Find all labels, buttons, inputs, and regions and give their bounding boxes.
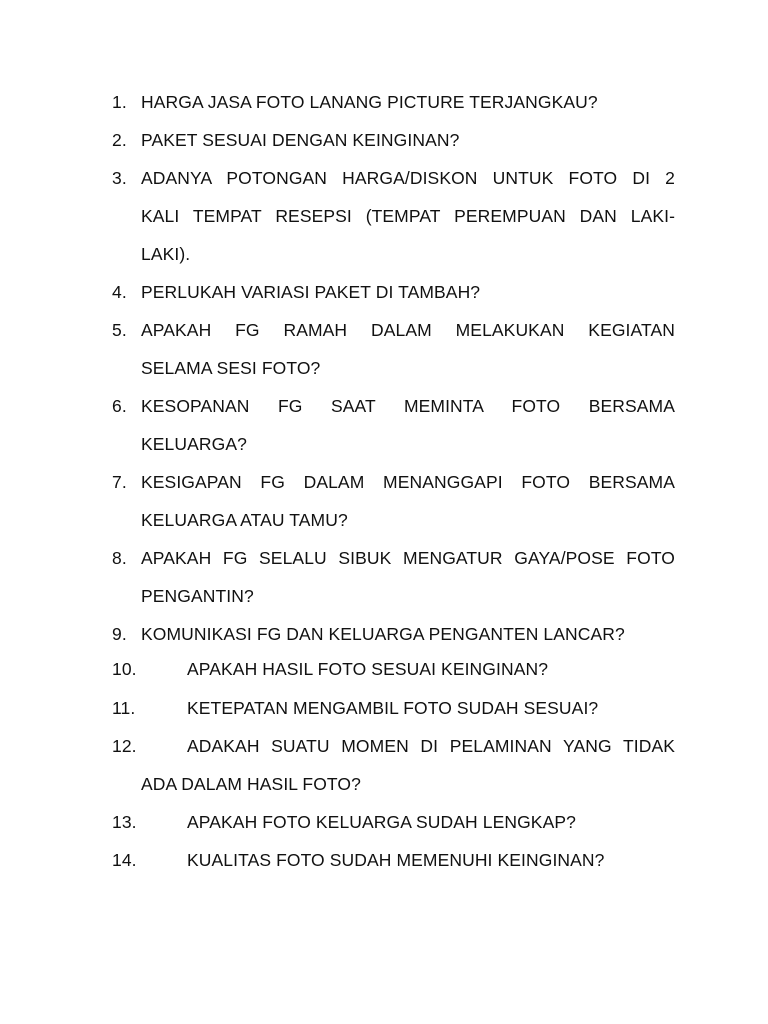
item-text: APAKAH FOTO KELUARGA SUDAH LENGKAP? bbox=[187, 812, 576, 832]
item-text: PENGANTIN? bbox=[141, 586, 254, 606]
item-number: 13. bbox=[112, 812, 137, 832]
item-text: KESOPANAN FG SAAT MEMINTA FOTO BERSAMA bbox=[141, 396, 675, 416]
item-number: 3. bbox=[112, 168, 127, 188]
item-number: 11. bbox=[112, 698, 136, 718]
item-text: ADAKAH SUATU MOMEN DI PELAMINAN YANG TIDAK bbox=[187, 736, 675, 756]
item-text: ADANYA POTONGAN HARGA/DISKON UNTUK FOTO DI 2 bbox=[141, 168, 675, 188]
item-text: KELUARGA ATAU TAMU? bbox=[141, 510, 348, 530]
item-text: PAKET SESUAI DENGAN KEINGINAN? bbox=[141, 130, 460, 150]
item-text: APAKAH HASIL FOTO SESUAI KEINGINAN? bbox=[187, 659, 549, 679]
item-text: ADA DALAM HASIL FOTO? bbox=[141, 774, 361, 794]
item-number: 14. bbox=[112, 850, 137, 870]
item-number: 2. bbox=[112, 130, 127, 150]
item-text: PERLUKAH VARIASI PAKET DI TAMBAH? bbox=[141, 282, 481, 302]
item-number: 5. bbox=[112, 320, 127, 340]
item-number: 8. bbox=[112, 548, 127, 568]
item-text: LAKI). bbox=[141, 244, 191, 264]
item-text: KETEPATAN MENGAMBIL FOTO SUDAH SESUAI? bbox=[187, 698, 599, 718]
item-text: APAKAH FG RAMAH DALAM MELAKUKAN KEGIATAN bbox=[141, 320, 675, 340]
item-text: APAKAH FG SELALU SIBUK MENGATUR GAYA/POSE FOTO bbox=[141, 548, 675, 568]
item-number: 12. bbox=[112, 736, 137, 756]
item-number: 6. bbox=[112, 396, 127, 416]
item-text: HARGA JASA FOTO LANANG PICTURE TERJANGKAU? bbox=[141, 92, 598, 112]
item-number: 1. bbox=[112, 92, 127, 112]
item-text: KELUARGA? bbox=[141, 434, 247, 454]
item-text: KESIGAPAN FG DALAM MENANGGAPI FOTO BERSAMA bbox=[141, 472, 675, 492]
item-text: SELAMA SESI FOTO? bbox=[141, 358, 321, 378]
item-number: 4. bbox=[112, 282, 127, 302]
item-text: KUALITAS FOTO SUDAH MEMENUHI KEINGINAN? bbox=[187, 850, 605, 870]
item-text: KALI TEMPAT RESEPSI (TEMPAT PEREMPUAN DAN LAKI- bbox=[141, 206, 675, 226]
item-number: 9. bbox=[112, 624, 127, 644]
item-text: KOMUNIKASI FG DAN KELUARGA PENGANTEN LANCAR? bbox=[141, 624, 625, 644]
item-number: 10. bbox=[112, 659, 137, 679]
item-number: 7. bbox=[112, 472, 127, 492]
